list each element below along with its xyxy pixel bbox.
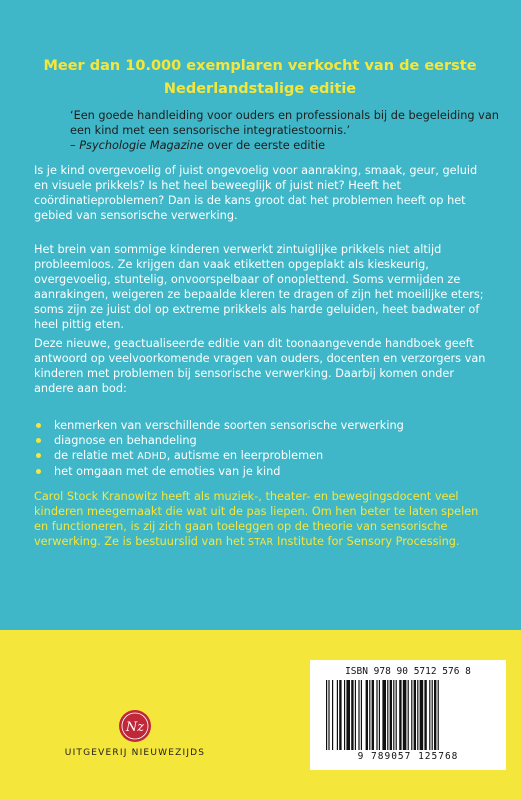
list-item: het omgaan met de emoties van je kind bbox=[34, 464, 494, 479]
bullet-dot bbox=[36, 469, 41, 474]
barcode-number: 9 789057 125768 bbox=[357, 751, 459, 762]
barcode bbox=[310, 660, 506, 770]
paragraph-intro: Is je kind overgevoelig of juist ongevoelig voor aanraking, smaak, geur, geluid en visuele prikkels? Is het heel beweeglijk of juist niet? Heeft het coördinatieproblemen? Dan is de kans groot dat het problemen heeft op het gebied van sensorische verwerking. bbox=[34, 164, 478, 222]
paragraph-edition: Deze nieuwe, geactualiseerde editie van dit toonaangevende handboek geeft antwoord op veelvoorkomende vragen van ouders, docenten en verzorgers van kinderen met problemen bij sensorische verwerking. Daarbij komen onder andere aan bod: bbox=[34, 337, 486, 395]
quote-source: – Psychologie Magazine over de eerste editie bbox=[70, 139, 326, 152]
list-item: de relatie met ADHD, autisme en leerproblemen bbox=[34, 448, 494, 464]
paragraph-brain: Het brein van sommige kinderen verwerkt zintuiglijke prikkels niet altijd probleemloos. Ze krijgen dan vaak etiketten opgeplakt als kieskeurig, overgevoelig, stuntelig, onvoorspelbaar of onoplettend. Soms vermijden ze aanrakingen, weigeren ze bepaalde kleren te dragen of zijn het moeilijke eters; soms zijn ze juist dol op extreme prikkels als harde geluiden, heet badwater of heel pittig eten. bbox=[34, 243, 484, 331]
publisher-name: UITGEVERIJ NIEUWEZIJDS bbox=[64, 748, 206, 758]
review-quote bbox=[70, 108, 510, 153]
list-item: kenmerken van verschillende soorten sensorische verwerking bbox=[34, 418, 494, 433]
barcode-bars bbox=[326, 680, 494, 750]
topic-list bbox=[34, 418, 494, 479]
headline: Meer dan 10.000 exemplaren verkocht van de eerste Nederlandstalige editie bbox=[43, 58, 477, 97]
logo-letters: Nz bbox=[125, 720, 145, 735]
quote-magazine: Psychologie Magazine bbox=[79, 139, 204, 152]
quote-text: ‘Een goede handleiding voor ouders en professionals bij de begeleiding van een kind met een sensorische integratiestoornis.’ bbox=[70, 109, 499, 137]
author-bio: Carol Stock Kranowitz heeft als muziek-, theater- en bewegingsdocent veel kinderen meegemaakt die wat uit de pas liepen. Om hen beter te laten spelen en functioneren, is zij zich gaan toeleggen op de theorie van sensorische verwerking. Ze is bestuurslid van het STAR Institute for Sensory Processing. bbox=[34, 490, 479, 548]
publisher-logo-icon bbox=[117, 708, 153, 744]
isbn-text: ISBN 978 90 5712 576 8 bbox=[345, 666, 471, 677]
list-item: diagnose en behandeling bbox=[34, 433, 494, 448]
bullet-dot bbox=[36, 453, 41, 458]
bullet-dot bbox=[36, 423, 41, 428]
bullet-dot bbox=[36, 438, 41, 443]
